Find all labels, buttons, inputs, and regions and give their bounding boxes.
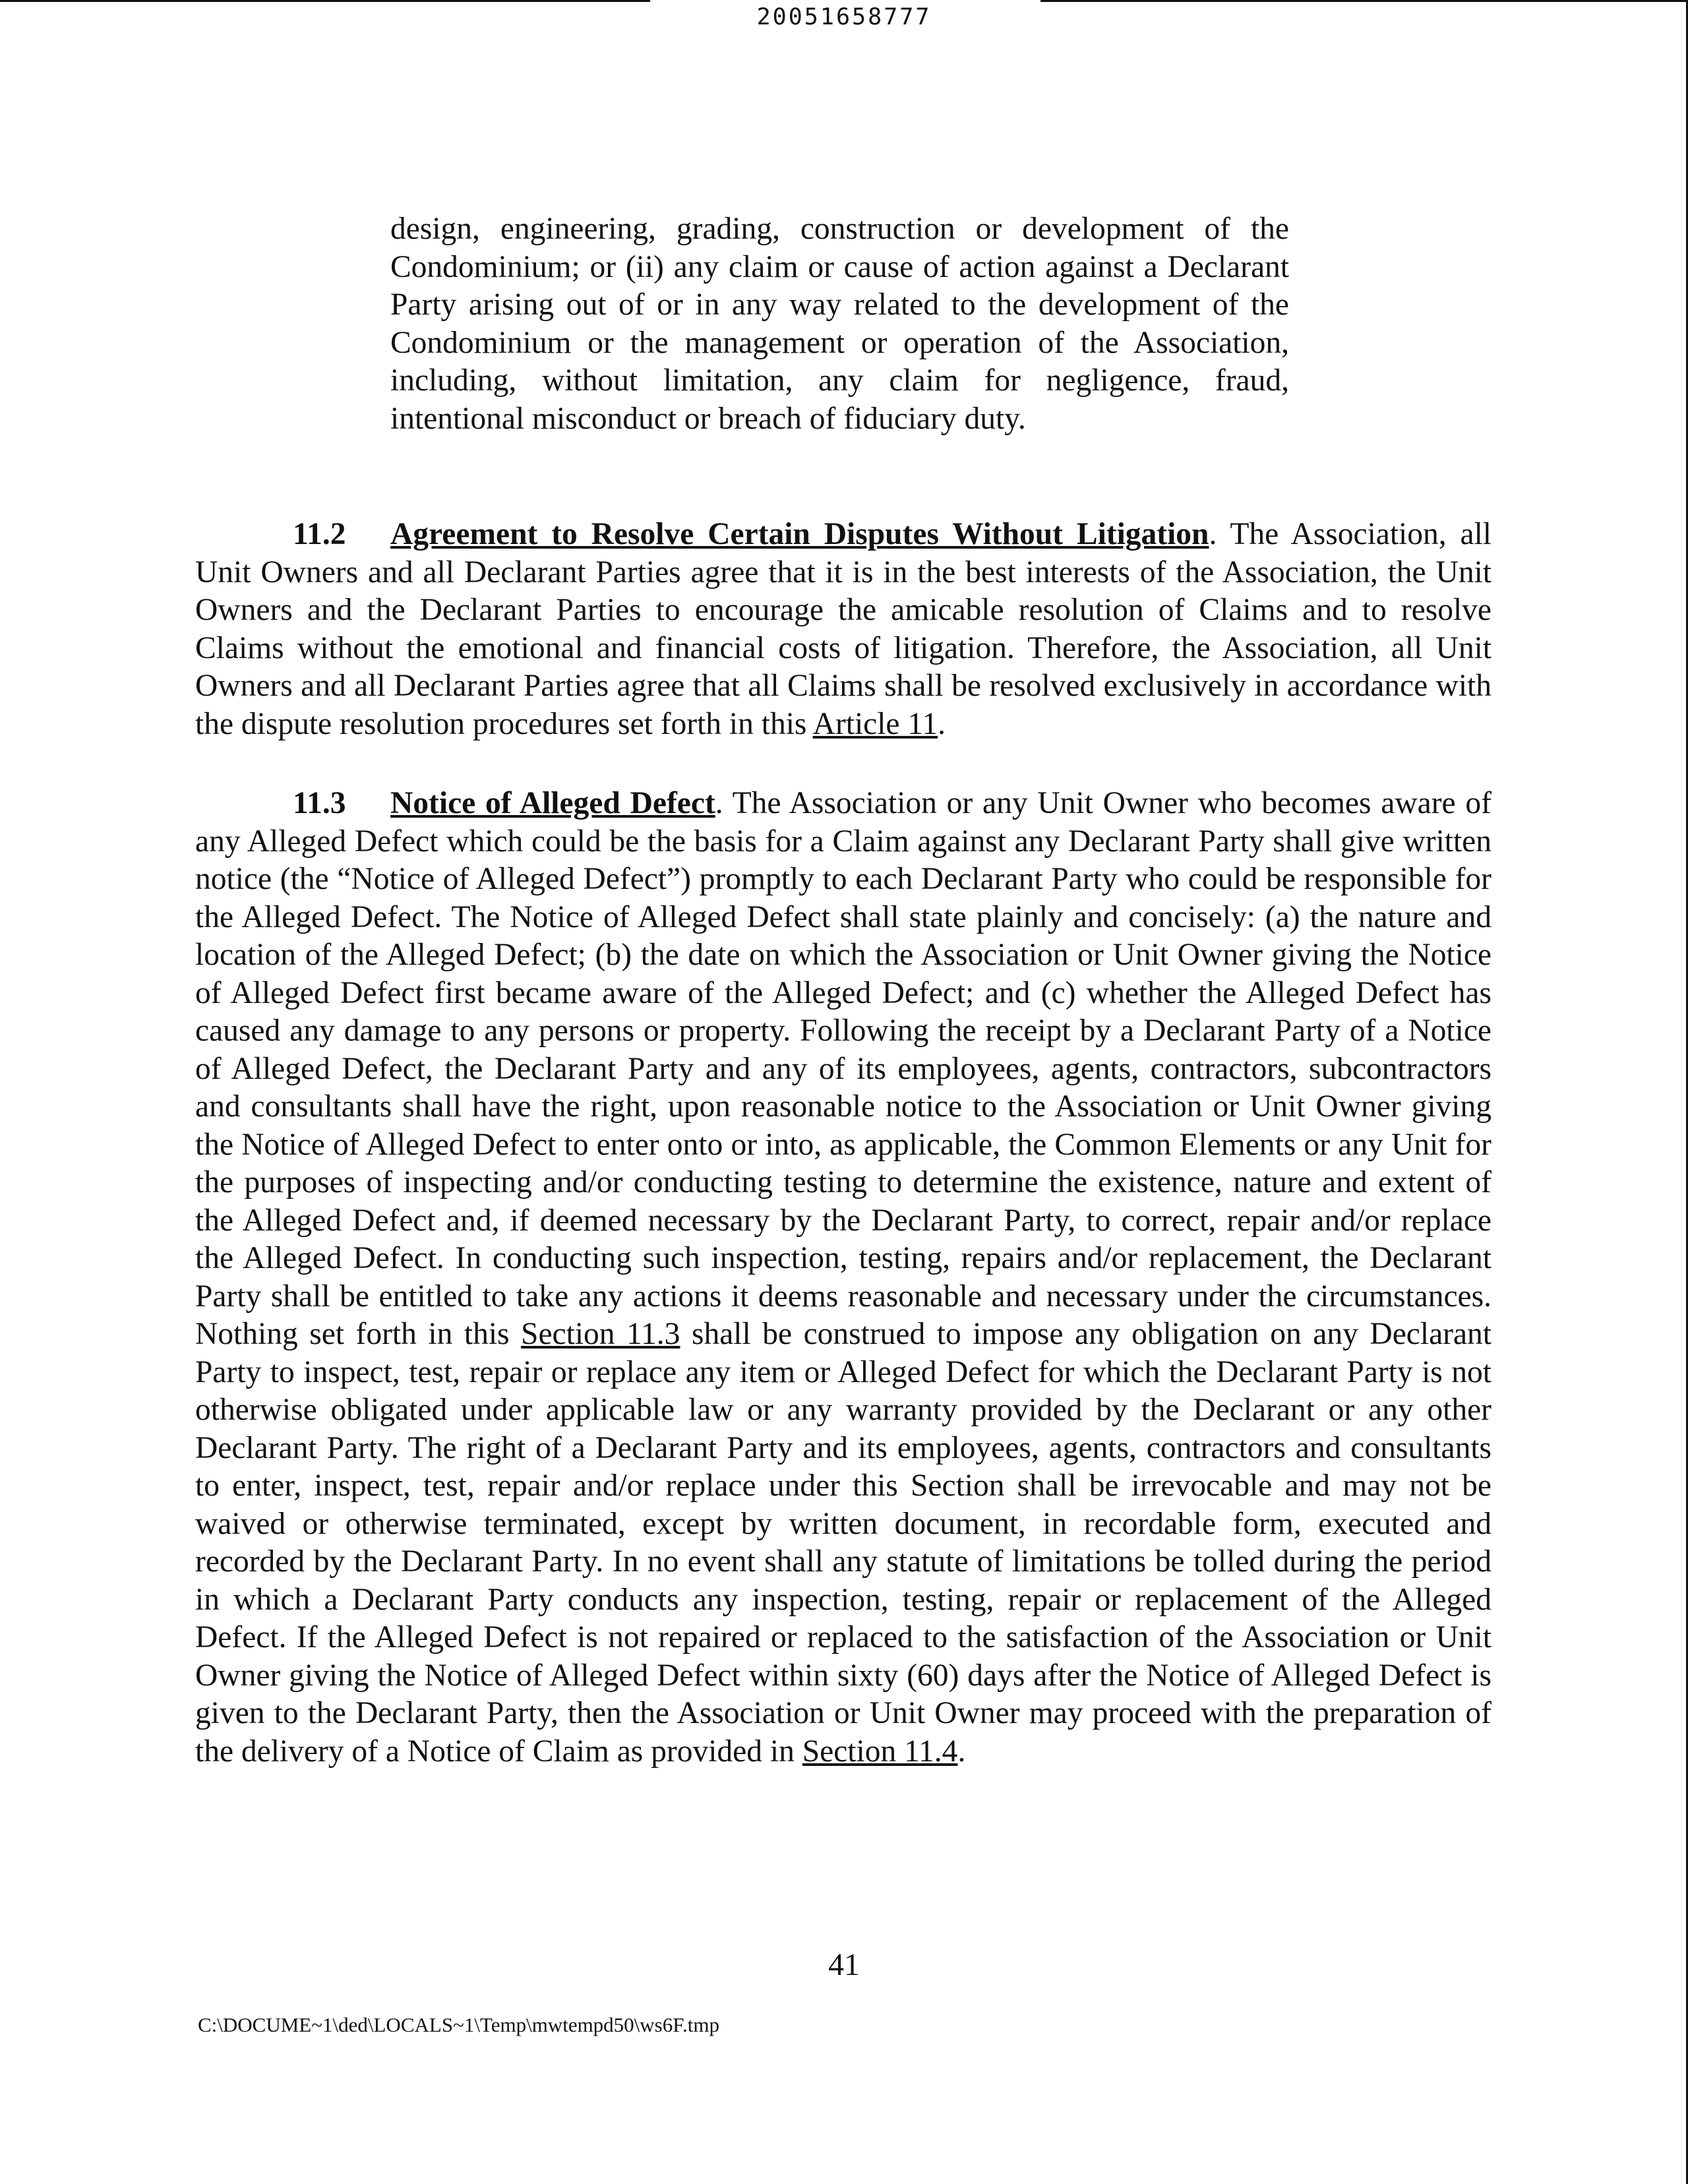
section-heading: Notice of Alleged Defect [390,786,715,820]
section-end: . [938,706,946,741]
section-number: 11.3 [293,786,346,820]
scan-border-top-left [0,0,650,2]
section-11-2 [195,516,1492,743]
section-body-part-2: shall be construed to impose any obligation on any Declarant Party to inspect, test, repair or replace any item or Alleged Defect for which the Declarant Party is not otherwise obligated under applicable law or any warranty provided by the Declarant or any other Declarant Party. The right of a Declarant Party and its employees, agents, contractors and consultants to enter, inspect, test, repair and/or replace under this Section shall be irrevocable and may not be waived or otherwise terminated, except by written document, in recordable form, executed and recorded by the Declarant Party. In no event shall any statute of limitations be tolled during the period in which a Declarant Party conducts any inspection, testing, repair or replacement of the Alleged Defect. If the Alleged Defect is not repaired or replaced to the satisfaction of the Association or Unit Owner giving the Notice of Alleged Defect within sixty (60) days after the Notice of Alleged Defect is given to the Declarant Party, then the Association or Unit Owner may proceed with the preparation of the delivery of a Notice of Claim as provided in [195,1317,1492,1769]
section-number: 11.2 [293,517,346,551]
section-11-3 [195,785,1492,1771]
document-id-stamp: 20051658777 [756,4,932,30]
section-11-4-reference: Section 11.4 [802,1734,958,1769]
section-body-part-1: . The Association or any Unit Owner who becomes aware of any Alleged Defect which could be the basis for a Claim against any Declarant Party shall give written notice (the “Notice of Alleged Defect”) promptly to each Declarant Party who could be responsible for the Alleged Defect. The Notice of Alleged Defect shall state plainly and concisely: (a) the nature and location of the Alleged Defect; (b) the date on which the Association or Unit Owner giving the Notice of Alleged Defect first became aware of the Alleged Defect; and (c) whether the Alleged Defect has caused any damage to any persons or property. Following the receipt by a Declarant Party of a Notice of Alleged Defect, the Declarant Party and any of its employees, agents, contractors, subcontractors and consultants shall have the right, upon reasonable notice to the Association or Unit Owner giving the Notice of Alleged Defect to enter onto or into, as applicable, the Common Elements or any Unit for the purposes of inspecting and/or conducting testing to determine the existence, nature and extent of the Alleged Defect and, if deemed necessary by the Declarant Party, to correct, repair and/or replace the Alleged Defect. In conducting such inspection, testing, repairs and/or replacement, the Declarant Party shall be entitled to take any actions it deems reasonable and necessary under the circumstances. Nothing set forth in this [195,786,1492,1351]
section-body: . The Association, all Unit Owners and all Declarant Parties agree that it is in the best interests of the Association, the Unit Owners and the Declarant Parties to encourage the amicable resolution of Claims and to resolve Claims without the emotional and financial costs of litigation. Therefore, the Association, all Unit Owners and all Declarant Parties agree that all Claims shall be resolved exclusively in accordance with the dispute resolution procedures set forth in this [195,517,1492,741]
file-path-footer: C:\DOCUME~1\ded\LOCALS~1\Temp\mwtempd50\ws6F.tmp [198,2013,719,2036]
scan-border-top-right [1040,0,1688,2]
page-number: 41 [828,1948,860,1982]
section-heading: Agreement to Resolve Certain Disputes Without Litigation [390,517,1209,551]
section-11-3-reference: Section 11.3 [521,1317,680,1351]
article-11-reference: Article 11 [812,706,938,741]
continued-paragraph: design, engineering, grading, construction or development of the Condominium; or (ii) any claim or cause of action against a Declarant Party arising out of or in any way related to the development of the Condominium or the management or operation of the Association, including, without limitation, any claim for negligence, fraud, intentional misconduct or breach of fiduciary duty. [390,212,1289,436]
section-end: . [957,1734,966,1769]
